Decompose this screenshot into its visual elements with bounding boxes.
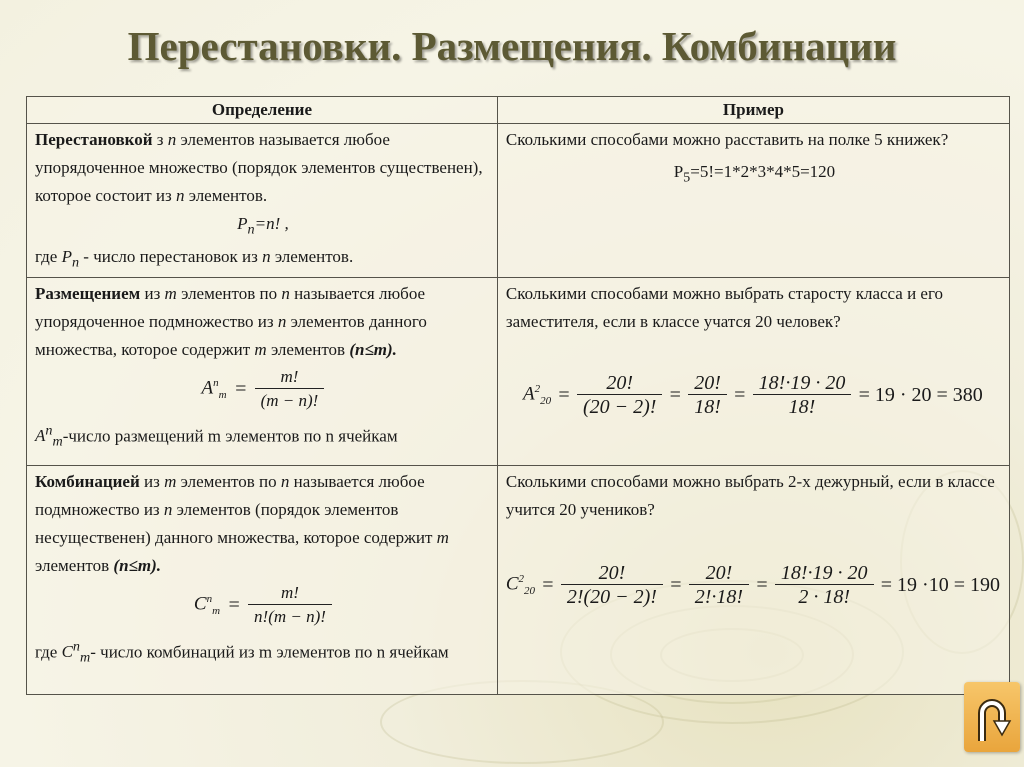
fraction — [775, 562, 874, 609]
var-m: m — [164, 283, 177, 303]
result: = 19 ·10 = 190 — [880, 574, 1000, 597]
text: из — [140, 283, 165, 303]
table-row-permutation — [27, 124, 1010, 278]
numerator: 20! — [688, 372, 727, 395]
arrangement-note: $A^n_m$-число размещений m элементов по n ячейкам — [35, 422, 398, 450]
denominator: 2 · 18! — [798, 585, 851, 608]
fraction — [689, 562, 749, 609]
permutation-definition — [27, 124, 498, 278]
combination-symbol: $C^2_{20}$ — [505, 573, 536, 598]
numerator: m! — [255, 366, 325, 389]
numerator: 18!·19 · 20 — [775, 562, 874, 585]
combination-formula — [35, 582, 491, 629]
table-row-combination — [27, 465, 1010, 694]
u-turn-arrow-icon — [970, 691, 1014, 743]
definitions-table — [26, 96, 1010, 695]
arrangement-answer: $A^2_{20}$ = $\frac{20!}{(20 - 2)!}$ = $\frac{20!}{18!}$ = $\frac{18!\cdot 19 \cdot 20}{18!}$ = 19 · 20 = 380 — [506, 372, 1003, 419]
condition: (n≤m). — [113, 555, 161, 575]
denominator: 18! — [694, 395, 721, 418]
text: - число комбинаций из m элементов по n ячейкам — [90, 642, 449, 662]
text: где — [35, 642, 62, 662]
text: -число размещений m элементов по n ячейкам — [62, 426, 398, 446]
arrangement-definition — [27, 277, 498, 465]
header-example: Пример — [497, 97, 1009, 124]
page-title: Перестановки. Размещения. Комбинации — [127, 23, 897, 69]
back-button[interactable] — [964, 682, 1020, 752]
var-n: n — [262, 247, 271, 267]
var-n: n — [277, 311, 287, 331]
arrangement-question: Сколькими способами можно выбрать старосту класса и его заместителя, если в классе учатся 20 человек? — [505, 283, 944, 331]
text: называется любое упорядоченное подмножество из — [35, 283, 426, 331]
fraction — [577, 372, 662, 419]
permutation-note: где $P_n$ - число перестановок из n элементов. — [35, 247, 354, 271]
var-n: n — [163, 499, 173, 519]
permutation-example — [497, 124, 1009, 278]
equals: = — [233, 378, 248, 401]
arrangement-fraction — [255, 366, 325, 413]
denominator: 2!(20 − 2)! — [566, 585, 657, 608]
fraction — [688, 372, 727, 419]
text: элементов по — [176, 283, 282, 303]
text: элементов. — [270, 247, 354, 267]
text: элементов — [266, 339, 350, 359]
permutation-formula: $P_n=n$! , — [237, 214, 289, 238]
combination-answer: $C^2_{20}$ = $\frac{20!}{2!(20 - 2)!}$ = $\frac{20!}{2!\cdot 18!}$ = $\frac{18!\cdot 19 \cdot 20}{2 \cdot 18!}$ = 19 ·10 = 190 — [506, 562, 1003, 609]
equals: = — [227, 594, 241, 617]
text: элементов (порядок элементов несущественен) данного множества, которое содержит — [35, 499, 437, 547]
arrangement-example — [497, 277, 1009, 465]
var-n: n — [280, 471, 290, 491]
denominator: 18! — [788, 395, 816, 418]
combination-fraction — [248, 582, 332, 629]
combination-note: где $C^n_m-$ число комбинаций из m элементов по n ячейкам — [35, 638, 449, 666]
text: называется любое подмножество из — [35, 471, 425, 519]
text: - число перестановок из — [79, 247, 263, 267]
combination-example — [497, 465, 1009, 694]
fraction — [561, 562, 663, 609]
table-row-arrangement — [27, 277, 1010, 465]
var-m: m — [254, 339, 267, 359]
var-n: n — [175, 186, 185, 205]
numerator: 20! — [561, 562, 663, 585]
var-m: m — [164, 471, 177, 491]
denominator: n!(m − n)! — [254, 606, 326, 626]
denominator: (m − n)! — [260, 390, 319, 410]
combination-definition — [27, 465, 498, 694]
denominator: 2!·18! — [694, 585, 744, 608]
text: элементов. — [184, 186, 268, 205]
permutation-answer: $P_5=5!=1*2*3*4*5=120$ — [673, 162, 836, 186]
text: з — [152, 130, 168, 149]
text: элементов данного множества, которое содержит — [35, 311, 427, 359]
condition: (n≤m). — [349, 339, 397, 359]
combination-symbol: $C^n_m$ — [193, 593, 221, 618]
text: элементов по — [176, 471, 281, 491]
combination-term: Комбинацией — [35, 471, 140, 491]
var-n: n — [281, 283, 290, 303]
symbol: P — [61, 247, 72, 267]
numerator: 20! — [689, 562, 749, 585]
arrangement-formula — [35, 366, 491, 413]
text: где — [35, 247, 62, 267]
text: элементов — [35, 555, 114, 575]
header-definition: Определение — [27, 97, 498, 124]
permutation-term: Перестановкой — [35, 130, 153, 149]
numerator: 18!·19 · 20 — [753, 372, 852, 395]
denominator: (20 − 2)! — [582, 395, 657, 418]
text: элементов называется любое упорядоченное множество (порядок элементов существенен), которое состоит из — [35, 130, 483, 205]
numerator: m! — [248, 582, 332, 605]
fraction — [753, 372, 852, 419]
result: = 19 · 20 = 380 — [858, 384, 983, 407]
arrangement-symbol: $A^2_{20}$ — [523, 383, 552, 408]
permutation-question: Сколькими способами можно расставить на полке 5 книжек? — [505, 130, 949, 149]
arrangement-symbol: $A^n_m$ — [201, 377, 227, 402]
var-n: n — [167, 130, 177, 149]
text: из — [139, 471, 165, 491]
numerator: 20! — [577, 372, 662, 395]
combination-question: Сколькими способами можно выбрать 2-х дежурный, если в классе учится 20 учеников? — [505, 471, 995, 519]
var-m: m — [436, 527, 449, 547]
arrangement-term: Размещением — [35, 283, 141, 303]
